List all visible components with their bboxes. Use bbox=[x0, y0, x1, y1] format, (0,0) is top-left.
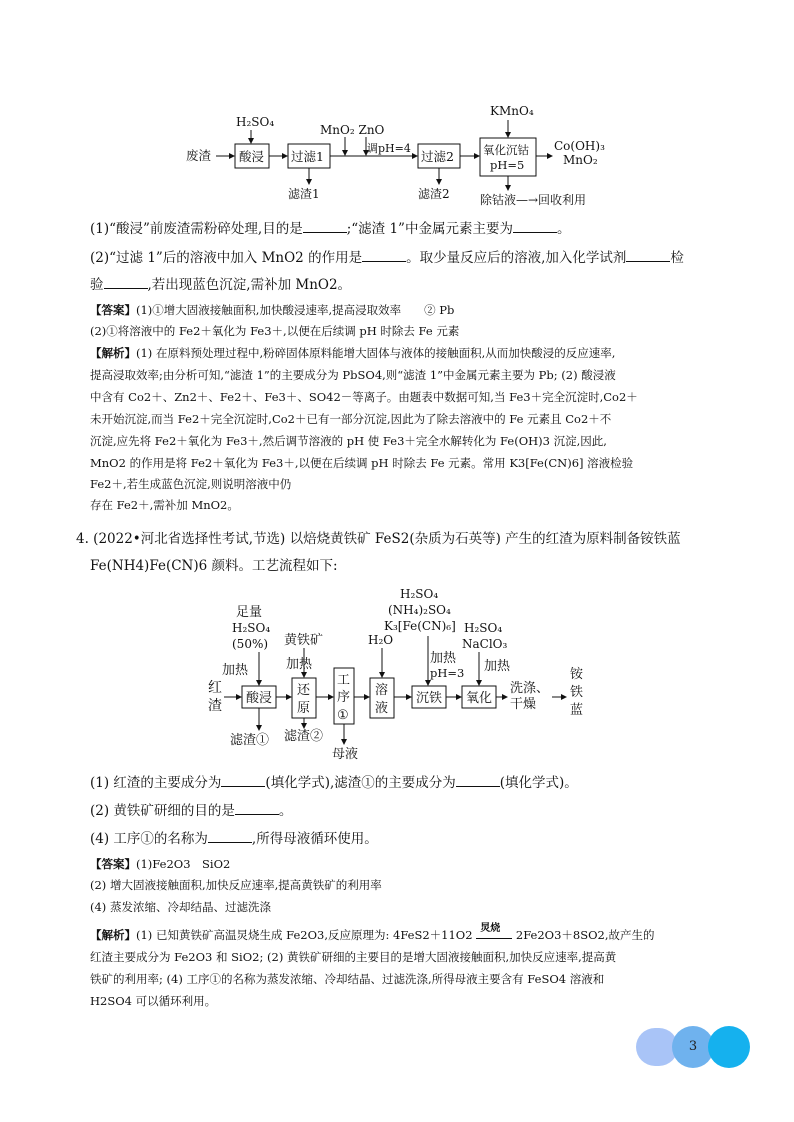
answer-tag: 【答案】 bbox=[90, 303, 136, 317]
q4-intro-1: 4. (2022•河北省选择性考试,节选) 以焙烧黄铁矿 FeS2(杂质为石英等) 产生的红渣为原料制备铵铁蓝 bbox=[76, 531, 681, 547]
flow2-wash-2: 干燥 bbox=[510, 697, 537, 712]
flow2-product-1: 铵 bbox=[570, 667, 584, 682]
flow2-red-1: 红 bbox=[208, 680, 222, 696]
flow2-pyrite: 黄铁矿 bbox=[284, 633, 324, 648]
q3-analysis-6: MnO2 的作用是将 Fe2＋氧化为 Fe3＋,以便在后续调 pH 时除去 Fe 元素。常用 K3[Fe(CN)6] 溶液检验 bbox=[90, 456, 634, 470]
flow1-oxid-precip-2: pH=5 bbox=[490, 158, 525, 172]
blank bbox=[221, 772, 265, 787]
flow1-filter2: 过滤2 bbox=[421, 149, 454, 164]
flow2-excess: 足量 bbox=[236, 605, 263, 620]
flow1-recycle: 除钴液—→回收利用 bbox=[480, 193, 587, 207]
q3-analysis-7: Fe2＋,若生成蓝色沉淀,则说明溶液中仍 bbox=[90, 477, 292, 491]
flow2-heat-3: 加热 bbox=[430, 651, 457, 666]
flow2-dissolve-2: 液 bbox=[375, 701, 389, 716]
flow1-h2so4: H₂SO₄ bbox=[236, 115, 275, 129]
analysis-tag: 【解析】 bbox=[90, 928, 136, 942]
flow2-product-2: 铁 bbox=[570, 685, 584, 700]
flow2-reagent-3: K₃[Fe(CN)₆] bbox=[384, 619, 456, 633]
q4-analysis-3: 铁矿的利用率; (4) 工序①的名称为蒸发浓缩、冷却结晶、过滤洗涤,所得母液主要含有 FeSO4 溶液和 bbox=[90, 972, 605, 986]
blank bbox=[235, 800, 279, 815]
q4-answer-2: (2) 增大固液接触面积,加快反应速率,提高黄铁矿的利用率 bbox=[90, 878, 382, 892]
q4-analysis-4: H2SO4 可以循环利用。 bbox=[90, 994, 217, 1008]
q3-answer-1: 【答案】(1)①增大固液接触面积,加快酸浸速率,提高浸取效率 ② Pb bbox=[90, 303, 455, 317]
q4-part3: (4) 工序①的名称为 ,所得母液循环使用。 bbox=[90, 828, 730, 849]
analysis-tag: 【解析】 bbox=[90, 346, 136, 360]
flow2-process-2: 序 bbox=[337, 690, 351, 705]
flow1-oxid-precip-1: 氧化沉钴 bbox=[483, 143, 529, 157]
flow2-mother-liquor: 母液 bbox=[332, 747, 359, 762]
blank bbox=[456, 772, 500, 787]
flow2-reduce-1: 还 bbox=[297, 683, 311, 698]
flow1-adjust-ph: 调pH=4 bbox=[367, 142, 411, 155]
q4-answer-1: 【答案】(1)Fe2O3 SiO2 bbox=[90, 857, 231, 871]
q4-intro-2: Fe(NH4)Fe(CN)6 颜料。工艺流程如下: bbox=[90, 558, 338, 574]
flow1-waste: 废渣 bbox=[186, 148, 212, 163]
flow1-product-1: Co(OH)₃ bbox=[554, 139, 605, 153]
flow1-filter1: 过滤1 bbox=[291, 149, 324, 164]
blank bbox=[208, 828, 252, 843]
q4-part2: (2) 黄铁矿研细的目的是 。 bbox=[90, 800, 730, 821]
flow1-residue2: 滤渣2 bbox=[418, 187, 450, 201]
flow2-ph3: pH=3 bbox=[430, 666, 465, 680]
flow2-residue-1: 滤渣① bbox=[230, 733, 270, 748]
q3-analysis-2: 提高浸取效率;由分析可知,“滤渣 1”的主要成分为 PbSO4,则“滤渣 1”中金属元素主要为 Pb; (2) 酸浸液 bbox=[90, 368, 616, 382]
flow2-heat-4: 加热 bbox=[484, 659, 511, 674]
q3-part2: (2)“过滤 1”后的溶液中加入 MnO2 的作用是 。取少量反应后的溶液,加入化学试剂 检 bbox=[90, 247, 730, 268]
q3-part2-cont: 验 ,若出现蓝色沉淀,需补加 MnO2。 bbox=[90, 274, 730, 295]
q3-analysis-3: 中含有 Co2＋、Zn2＋、Fe2＋、Fe3＋、SO42－等离子。由题表中数据可知,当 Fe3＋完全沉淀时,Co2＋ bbox=[90, 390, 638, 404]
flow2-reagent-1: H₂SO₄ bbox=[400, 587, 439, 601]
flow2-naclo3: NaClO₃ bbox=[462, 637, 508, 651]
q4-analysis-1: 【解析】(1) 已知黄铁矿高温炅烧生成 Fe2O3,反应原理为: 4FeS2＋11O2 炅烧 2Fe2O3＋8SO2,故产生的 bbox=[90, 923, 655, 942]
page-badge-circle-right bbox=[708, 1026, 750, 1068]
flow2-process-3: ① bbox=[337, 708, 349, 723]
flow2-heat-2: 加热 bbox=[286, 657, 313, 672]
flow2-precip-fe: 沉铁 bbox=[416, 691, 443, 706]
blank bbox=[362, 247, 406, 262]
flow1-product-2: MnO₂ bbox=[563, 153, 598, 167]
flow2-h2o: H₂O bbox=[368, 633, 394, 647]
q3-part1: (1)“酸浸”前废渣需粉碎处理,目的是 ;“滤渣 1”中金属元素主要为 。 bbox=[90, 218, 730, 239]
flow2-reagent-2: (NH₄)₂SO₄ bbox=[388, 603, 451, 617]
flow2-red-2: 渣 bbox=[208, 698, 222, 714]
flow2-conc: (50%) bbox=[232, 637, 269, 651]
flow2-h2so4: H₂SO₄ bbox=[232, 621, 271, 635]
q3-analysis-5: 沉淀,应先将 Fe2＋氧化为 Fe3＋,然后调节溶液的 pH 使 Fe3＋完全水解转化为 Fe(OH)3 沉淀,因此, bbox=[90, 434, 607, 448]
q4-analysis-2: 红渣主要成分为 Fe2O3 和 SiO2; (2) 黄铁矿研细的主要目的是增大固液接触面积,加快反应速率,提高黄 bbox=[90, 950, 617, 964]
q3-analysis-4: 未开始沉淀,而当 Fe2＋完全沉淀时,Co2＋已有一部分沉淀,因此为了除去溶液中的 Fe 元素且 Co2＋不 bbox=[90, 412, 612, 426]
flow1-residue1: 滤渣1 bbox=[288, 187, 320, 201]
blank bbox=[303, 218, 347, 233]
flow2-heat-1: 加热 bbox=[222, 663, 249, 678]
answer-tag: 【答案】 bbox=[90, 857, 136, 871]
flow2-dissolve-1: 溶 bbox=[375, 683, 389, 698]
flow2-h2so4-b: H₂SO₄ bbox=[464, 621, 503, 635]
page-number: 3 bbox=[688, 1039, 698, 1054]
flow2-residue-2: 滤渣② bbox=[284, 729, 324, 744]
reaction-condition: 炅烧 bbox=[476, 929, 512, 939]
flow2-acid-leach: 酸浸 bbox=[246, 691, 273, 706]
flow2-process-1: 工 bbox=[337, 673, 351, 688]
flowchart-ammonium-ferric-blue bbox=[200, 582, 600, 764]
blank bbox=[104, 274, 148, 289]
q4-part1: (1) 红渣的主要成分为 (填化学式),滤渣①的主要成分为 (填化学式)。 bbox=[90, 772, 730, 793]
q4-answer-3: (4) 蒸发浓缩、冷却结晶、过滤洗涤 bbox=[90, 900, 271, 914]
blank bbox=[626, 247, 670, 262]
flow2-wash-1: 洗涤、 bbox=[510, 681, 550, 696]
q3-answer-2: (2)①将溶液中的 Fe2＋氧化为 Fe3＋,以便在后续调 pH 时除去 Fe 元素 bbox=[90, 324, 460, 338]
q3-analysis-8: 存在 Fe2＋,需补加 MnO2。 bbox=[90, 498, 239, 512]
flow1-kmno4: KMnO₄ bbox=[490, 104, 534, 118]
blank bbox=[513, 218, 557, 233]
flowchart-cobalt-recovery bbox=[180, 100, 620, 212]
flow1-mno2-zno: MnO₂ ZnO bbox=[320, 123, 385, 137]
flow2-reduce-2: 原 bbox=[297, 701, 311, 716]
flow2-product-3: 蓝 bbox=[570, 703, 584, 718]
flow1-acid-leach: 酸浸 bbox=[239, 149, 265, 164]
q3-analysis-1: 【解析】(1) 在原料预处理过程中,粉碎固体原料能增大固体与液体的接触面积,从而加快酸浸的反应速率, bbox=[90, 346, 616, 360]
flow2-oxidize: 氧化 bbox=[466, 691, 493, 706]
